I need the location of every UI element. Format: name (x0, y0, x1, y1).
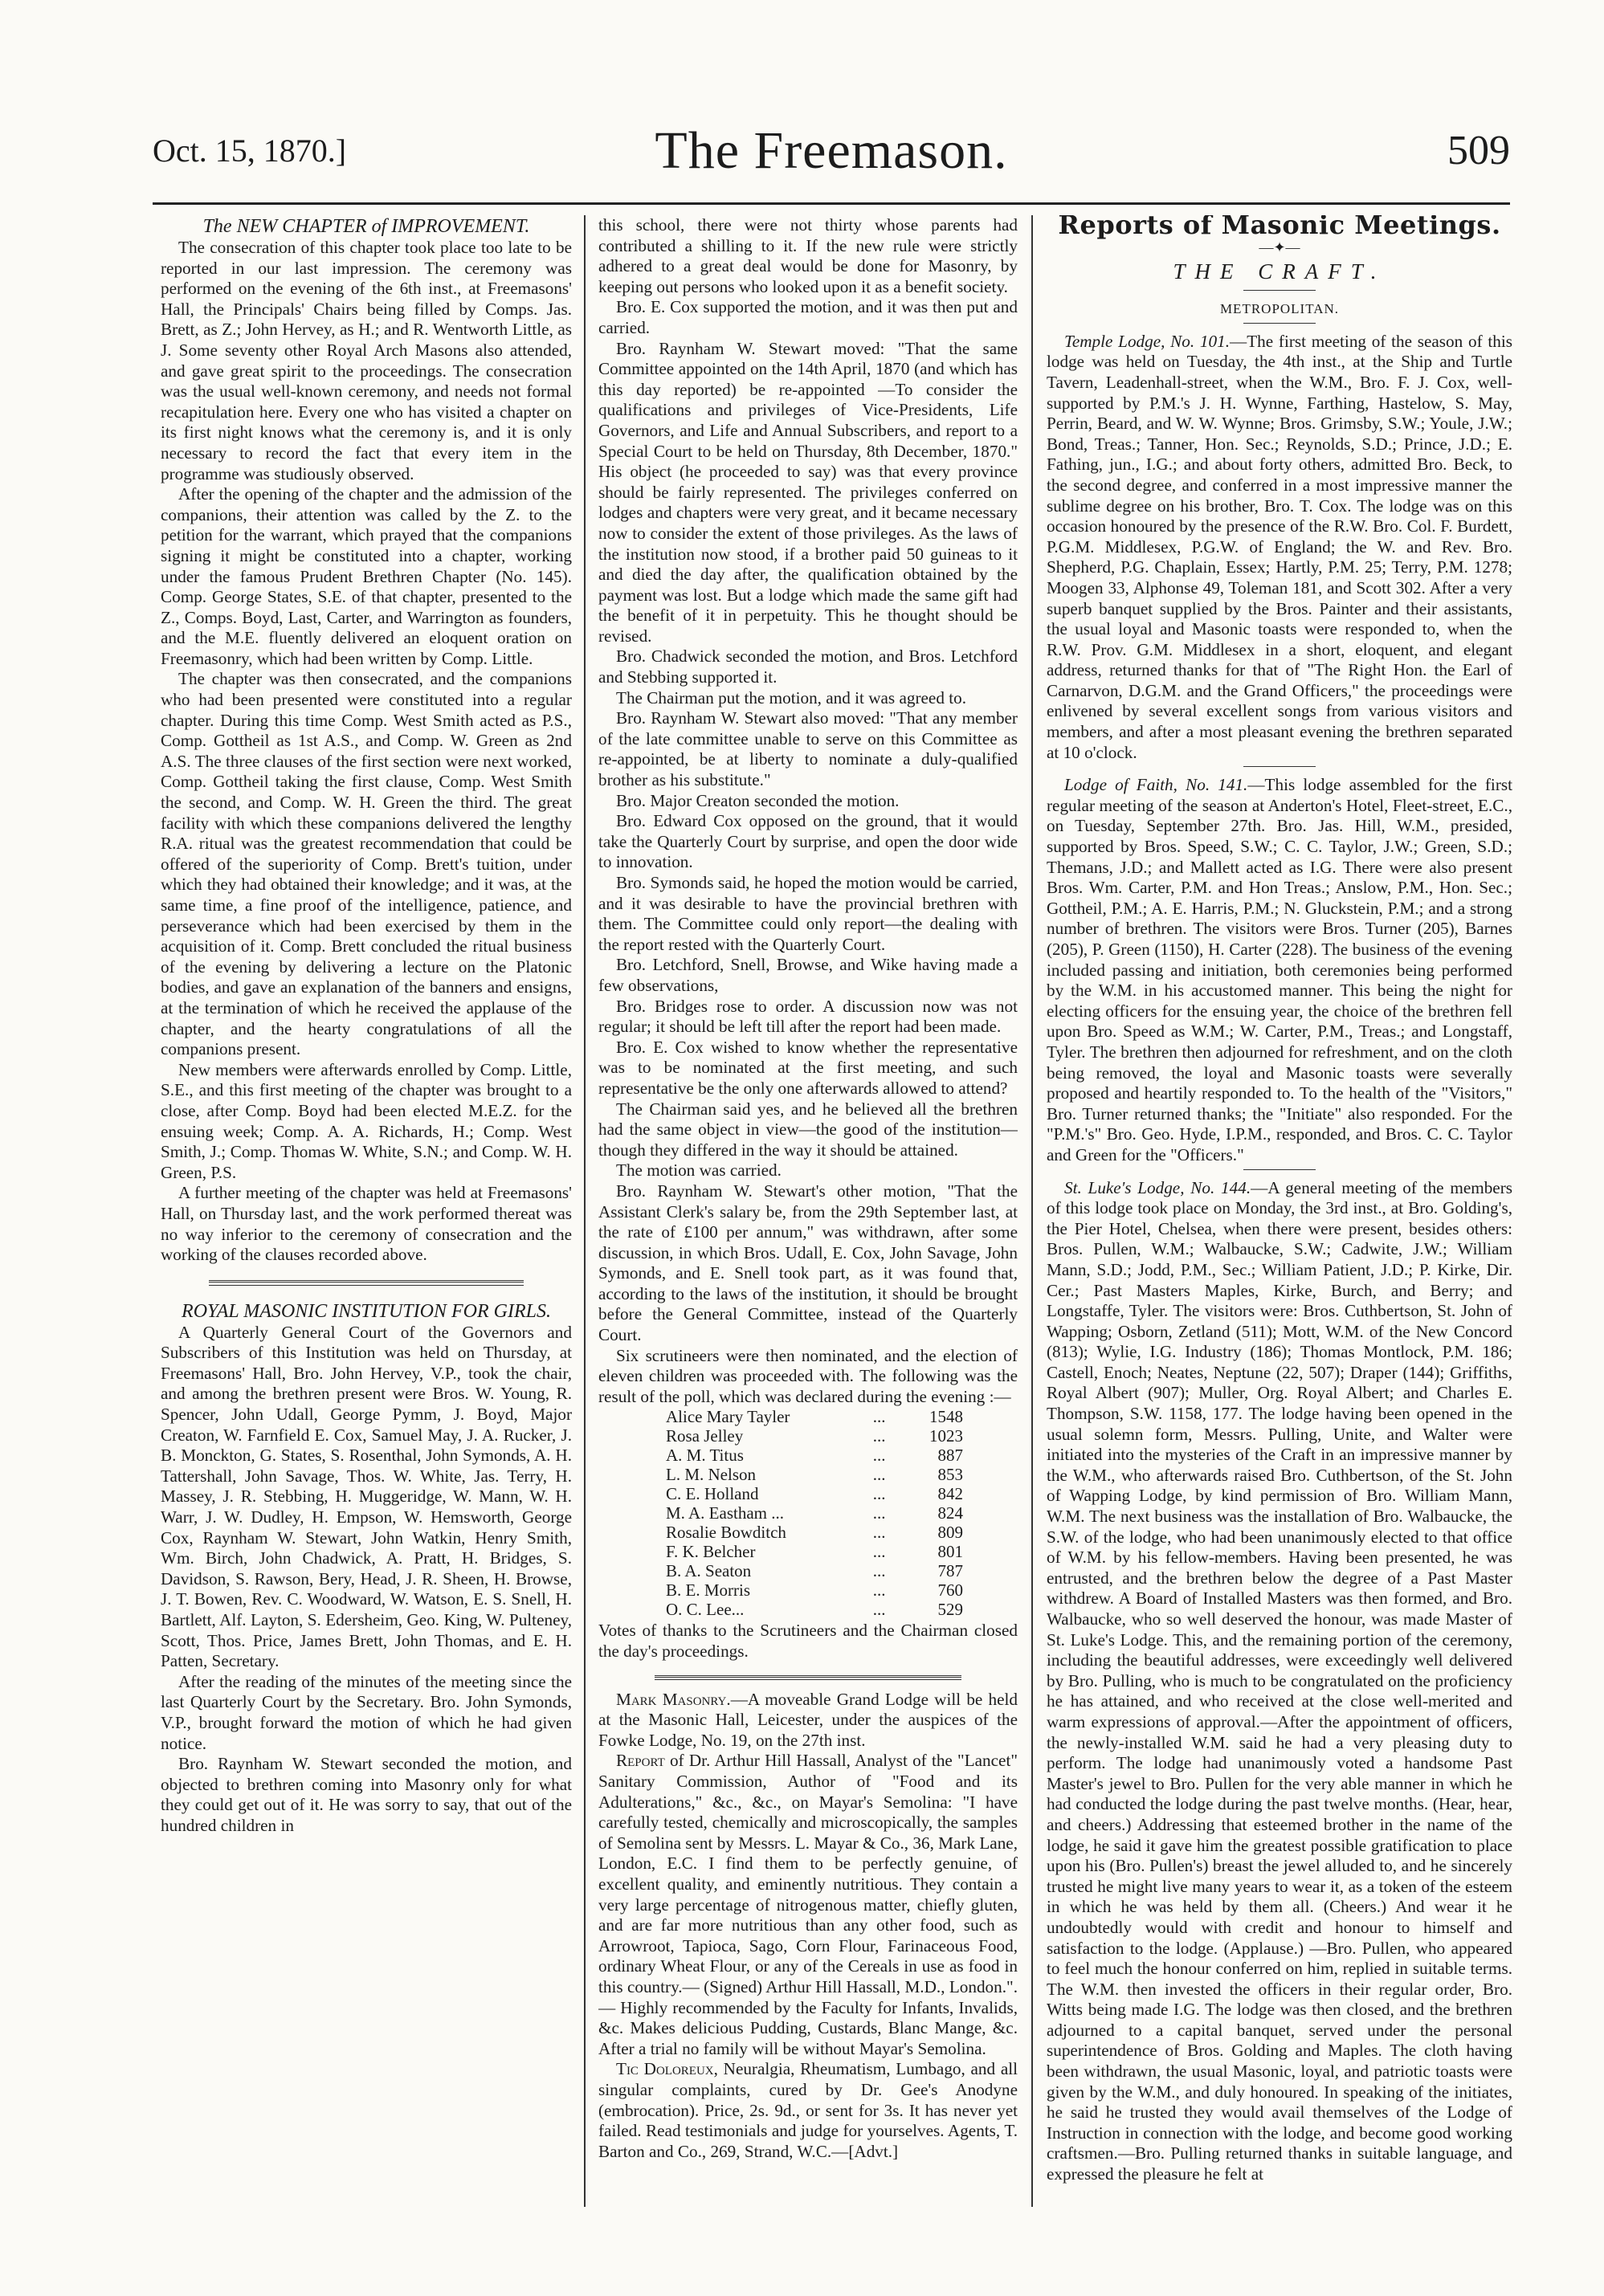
paragraph: Bro. Symonds said, he hoped the motion would be carried, and it was desirable to have the provincial brethren with them. The Committee could only report—the dealing with the report rested with the Quarterly Court. (598, 873, 1018, 954)
notice-lead: Mark Masonry. (616, 1689, 731, 1709)
table-row (598, 1465, 1018, 1484)
paragraph: Bro. Edward Cox opposed on the ground, that it would take the Quarterly Court by surprise, and open the door wide to innovation. (598, 811, 1018, 872)
paragraph: After the reading of the minutes of the meeting since the last Quarterly Court by the Secretary. Bro. John Symonds, V.P., brought forward the motion of which he had given notice. (161, 1671, 572, 1753)
table-row (598, 1542, 1018, 1561)
paragraph: The Chairman put the motion, and it was agreed to. (616, 687, 966, 708)
masthead (153, 120, 1510, 193)
vote-count: 887 (937, 1446, 963, 1466)
leader-dots: ... (872, 1561, 886, 1581)
table-row (598, 1503, 1018, 1523)
table-row (598, 1580, 1018, 1600)
vote-count: 853 (937, 1465, 963, 1485)
lodge-of-faith-report (1047, 775, 1512, 1165)
paragraph: Bro. Raynham W. Stewart seconded the motion, and objected to brethren coming into Masonry only for what they could get out of it. He was sorry to say, that out of the hundred children in (161, 1754, 572, 1835)
leader-dots: ... (872, 1503, 886, 1523)
column-divider-2 (1031, 215, 1033, 2207)
table-row (598, 1523, 1018, 1542)
column-divider-1 (584, 215, 586, 2207)
notice-text: of Dr. Arthur Hill Hassall, Analyst of the "Lancet" Sanitary Commission, Author of "Food and its Adulterations," &c., &c., on Mayar's Semolina: "I have carefully tested, chemically and microscopically, the samples of Semolina sent by Messrs. L. Mayar & Co., 36, Mark Lane, London, E.C. I find them to be perfectly genuine, of excellent quality, and eminently nutritious. They contain a very large percentage of nitrogenous matter, chiefly gluten, and are far more nutritious than any other food, such as Arrowroot, Tapioca, Sago, Corn Flour, Farinaceous Food, ordinary Wheat Flour, or any of the Cereals in use as food in this country.— (Signed) Arthur Hill Hassall, M.D., London.". — Highly recommended by the Faculty for Infants, Invalids, &c. Makes delicious Pudding, Custards, Blanc Mange, &c. After a trial no family will be without Mayar's Semolina. (598, 1751, 1018, 2058)
table-row (598, 1600, 1018, 1619)
leader-dots: ... (872, 1426, 886, 1446)
candidate-name: Rosalie Bowditch (666, 1523, 786, 1543)
paragraph: A further meeting of the chapter was held at Freemasons' Hall, on Thursday last, and the work performed thereat was no way inferior to the ceremony of consecration and the working of the clauses recorded above. (161, 1183, 572, 1265)
paragraph: New members were afterwards enrolled by Comp. Little, S.E., and this first meeting of the chapter was brought to a close, after Comp. Boyd had been elected M.E.Z. for the ensuing week; Comp. A. A. Richards, H.; Comp. West Smith, J.; Comp. Thomas W. White, S.N.; and Comp. W. H. Green, P.S. (161, 1059, 572, 1182)
leader-dots: ... (872, 1446, 886, 1466)
candidate-name: O. C. Lee... (666, 1600, 745, 1620)
column-2 (598, 215, 1018, 2207)
poll-results-table (598, 1407, 1018, 1619)
paragraph: The Chairman said yes, and he believed all the brethren had the same object in view—the good of the institution—though they differed in the way it should be attained. (598, 1099, 1018, 1160)
table-row (598, 1561, 1018, 1580)
rmig-article-title: ROYAL MASONIC INSTITUTION FOR GIRLS. (182, 1300, 551, 1322)
column-1 (161, 215, 572, 2207)
short-rule (1243, 323, 1316, 324)
vote-count: 842 (937, 1484, 963, 1504)
table-row (598, 1484, 1018, 1503)
short-rule (1243, 1169, 1316, 1170)
paragraph: Bro. E. Cox supported the motion, and it was then put and carried. (598, 297, 1018, 337)
semolina-advert (598, 1751, 1018, 2059)
notice-text: Neuralgia, Rheumatism, Lumbago, and all singular complaints, cured by Dr. Gee's Anodyne (embrocation). Price, 2s. 9d., or sent for 3s. It has never yet failed. Read testimonials and judge for yourselves. Agents, T. Barton and Co., 269, Strand, W.C.—[Advt.] (598, 2059, 1018, 2161)
leader-dots: ... (872, 1407, 886, 1427)
candidate-name: M. A. Eastham ... (666, 1503, 784, 1523)
paragraph: this school, there were not thirty whose parents had contributed a shilling to it. If the new rule were strictly adhered to a great deal would be done for Masonry, by keeping out persons who looked upon it as a benefit society. (598, 215, 1018, 296)
masthead-rule (153, 202, 1510, 205)
report-text: —This lodge assembled for the first regular meeting of the season at Anderton's Hotel, Fleet-street, E.C., on Tuesday, September 27th. Bro. Jas. Hill, W.M., presided, supported by Bros. Speed, S.W.; C. C. Taylor, J.W.; Green, S.D.; Themans, J.D.; and Mallett acted as I.G. There were also present Bros. Wm. Carter, P.M. and Hon Treas.; Anslow, P.M., Hon. Sec.; Gottheil, P.M.; A. E. Harris, P.M.; N. Gluckstein, P.M.; and a strong number of brethren. The visitors were Bros. Turner (205), Barnes (205), P. Green (1150), H. Carter (228). The business of the evening included passing and initiation, both ceremonies being performed by the W.M. in his accustomed manner. This being the night for electing officers for the ensuing year, the choice of the brethren fell upon Bro. Speed as W.M.; W. Carter, P.M., Treas.; and Longstaff, Tyler. The brethren then adjourned for refreshment, and on the cloth being removed, the loyal and Masonic toasts were severally proposed and heartily responded to. To the health of the "Visitors," Bro. Turner returned thanks; the "Initiate" also responded. For the "P.M.'s" Bro. Geo. Hyde, I.P.M., responded, and Bros. C. C. Taylor and Green for the "Officers." (1047, 775, 1512, 1164)
paragraph: Bro. Bridges rose to order. A discussion now was not regular; it should be left till after the report had been made. (598, 996, 1018, 1037)
paragraph: The motion was carried. (616, 1160, 782, 1181)
paragraph: Bro. Letchford, Snell, Browse, and Wike having made a few observations, (598, 955, 1018, 995)
notice-lead: Tic Doloreux, (616, 2059, 718, 2079)
ornament-divider: —✦— (1259, 239, 1300, 255)
column-3 (1047, 215, 1512, 2207)
paragraph: Six scrutineers were then nominated, and the election of eleven children was proceeded with. The following was the result of the poll, which was declared during the evening :— (598, 1345, 1018, 1406)
paragraph: Bro. E. Cox wished to know whether the representative was to be nominated at the first meeting, and such representative be the only one afterwards allowed to attend? (598, 1037, 1018, 1098)
vote-count: 787 (937, 1561, 963, 1581)
paragraph: Bro. Chadwick seconded the motion, and Bros. Letchford and Stebbing supported it. (598, 646, 1018, 687)
leader-dots: ... (872, 1580, 886, 1601)
issue-date: Oct. 15, 1870.] (153, 133, 347, 169)
vote-count: 529 (937, 1600, 963, 1620)
leader-dots: ... (872, 1600, 886, 1620)
candidate-name: Alice Mary Tayler (666, 1407, 790, 1427)
section-divider (655, 1675, 961, 1680)
report-lead: Temple Lodge, No. 101. (1064, 331, 1231, 351)
short-rule (1243, 290, 1316, 291)
section-divider (209, 1280, 524, 1286)
paragraph: A Quarterly General Court of the Governors and Subscribers of this Institution was held on Thursday, at Freemasons' Hall, Bro. John Hervey, V.P., took the chair, and among the brethren present were Bros. W. Young, R. Spencer, John Udall, George Pymm, J. Boyd, Major Creaton, W. Farnfield E. Cox, Samuel May, J. A. Rucker, J. B. Monckton, G. States, S. Rosenthal, John Symonds, A. H. Tattershall, John Savage, Thos. W. White, Jas. Terry, H. Massey, J. R. Stebbing, H. Muggeridge, W. Mann, W. H. Warr, J. W. Dudley, H. Empson, W. Hemsworth, George Cox, Raynham W. Stewart, John Watkin, Henry Smith, Wm. Birch, John Chadwick, A. Pratt, H. Bridges, S. Davidson, S. Rawson, Bery, Head, J. R. Sheen, H. Browse, J. T. Bowen, Rev. C. Woodward, W. Watson, E. S. Snell, H. Bartlett, Alf. Layton, S. Edersheim, Geo. King, W. Pulteney, Scott, Thos. Price, James Brett, John Thomas, and E. H. Patten, Secretary. (161, 1322, 572, 1671)
report-lead: Lodge of Faith, No. 141. (1064, 775, 1248, 795)
candidate-name: L. M. Nelson (666, 1465, 756, 1485)
metropolitan-heading: METROPOLITAN. (1219, 301, 1340, 317)
vote-count: 760 (937, 1580, 963, 1601)
leader-dots: ... (872, 1484, 886, 1504)
notice-lead: Report (616, 1751, 665, 1771)
candidate-name: B. A. Seaton (666, 1561, 752, 1581)
vote-count: 801 (937, 1542, 963, 1562)
paragraph: Bro. Raynham W. Stewart's other motion, "That the Assistant Clerk's salary be, from the 29th September last, at the rate of £100 per annum," was withdrawn, after some discussion, in which Bros. Udall, E. Cox, John Savage, John Symonds, and E. Snell took part, as it was found that, according to the laws of the institution, it should be brought before the General Committee, instead of the Quarterly Court. (598, 1181, 1018, 1345)
report-lead: St. Luke's Lodge, No. 144. (1064, 1177, 1251, 1197)
paragraph: The consecration of this chapter took place too late to be reported in our last impression. The ceremony was performed on the evening of the 6th inst., at Freemasons' Hall, the Principals' Chairs being filled by Comps. Jas. Brett, as Z.; John Hervey, as H.; and R. Wentworth Little, as J. Some seventy other Royal Arch Masons also attended, and gave great spirit to the proceedings. The consecration was the usual well-known ceremony, and needs not formal recapitulation here. Every one who has visited a chapter on its first night knows what the ceremony is, and it is only necessary to record the fact that every item in the programme was studiously observed. (161, 238, 572, 483)
table-row (598, 1446, 1018, 1465)
paragraph: The chapter was then consecrated, and the companions who had been presented were constituted into a regular chapter. During this time Comp. West Smith acted as P.S., Comp. Gottheil as 1st A.S., and Comp. W. Green as 2nd A.S. The three clauses of the first section were next worked, Comp. Gottheil taking the first clause, Comp. West Smith the second, and Comp. W. H. Green the third. The great facility with which these companions delivered the lengthy R.A. ritual was the greatest recommendation that could be offered of the superiority of Comp. Brett's tuition, under which they had obtained their knowledge; and it was, at the same time, a fine proof of the intelligence, patience, and perseverance which had been exercised by them in the acquisition of it. Comp. Brett concluded the ritual business of the evening by delivering a lecture on the Platonic bodies, and gave an explanation of the banners and ensigns, at the termination of which he received the applause of the chapter, and the hearty congratulations of all the companions present. (161, 669, 572, 1059)
craft-heading: THE CRAFT. (1173, 259, 1386, 283)
vote-count: 824 (937, 1503, 963, 1523)
vote-count: 1023 (929, 1426, 963, 1446)
paragraph: Votes of thanks to the Scrutineers and the Chairman closed the day's proceedings. (598, 1621, 1018, 1662)
chapter-article-title: The NEW CHAPTER of IMPROVEMENT. (202, 216, 530, 237)
paragraph: Bro. Raynham W. Stewart also moved: "That any member of the late committee unable to serve on this Committee as re-appointed, be at liberty to nominate a duly-qualified brother as his substitute." (598, 708, 1018, 790)
notice-text: —A moveable Grand Lodge will be held at the Masonic Hall, Leicester, under the auspices of the Fowke Lodge, No. 19, on the 27th inst. (598, 1689, 1018, 1750)
section-heading: Reports of Masonic Meetings. (1058, 215, 1501, 240)
candidate-name: Rosa Jelley (666, 1426, 744, 1446)
st-lukes-lodge-report (1047, 1178, 1512, 2185)
candidate-name: C. E. Holland (666, 1484, 759, 1504)
paragraph: Bro. Major Creaton seconded the motion. (616, 790, 900, 810)
candidate-name: B. E. Morris (666, 1580, 750, 1601)
mark-masonry-notice (598, 1690, 1018, 1752)
leader-dots: ... (872, 1542, 886, 1562)
leader-dots: ... (872, 1465, 886, 1485)
report-text: —A general meeting of the members of this lodge took place on Monday, the 3rd inst., at Bro. Golding's, the Pier Hotel, Chelsea, when there were present, besides others: Bros. Pullen, W.M.; Walbaucke, S.W.; Cadwite, J.W.; William Mann, S.D.; Jodd, P.M., Sec.; William Patient, J.D.; P. Kirke, Dir. Cer.; Past Masters Maples, Kirke, Burch, and Berry; and Longstaffe, Tyler. The visitors were: Bros. Cuthbertson, St. John of Wapping; Osborn, Zetland (511); Mott, W.M. of the New Concord (813); Wylie, I.G. Industry (186); Thomas Montlock, P.M. 186; Castell, Enoch; Neates, Neptune (22, 507); Draper (144); Griffiths, Royal Albert (907); Muller, Org. Royal Albert; and Charles E. Thompson, S.W. 1158, 177. The lodge having been opened in the usual solemn form, Messrs. Pulling, Unite, and Walter were initiated into the mysteries of the Craft in an impressive manner by the W.M., who afterwards raised Bro. Cuthbertson, of the St. John of Wapping Lodge, by kind permission of Bro. William Mann, W.M. The next business was the installation of Bro. Walbaucke, the S.W. of the lodge, who had been unanimously elected to that office of W.M. by his fellow-members. Having been presented, he was entrusted, and the brethren below the degree of a Past Master withdrew. A Board of Installed Masters was then formed, and Bro. Walbaucke, who so well deserved the honour, was made Master of St. Luke's Lodge. This, and the remaining portion of the ceremony, including the beautiful addresses, were exceedingly well delivered by Bro. Pulling, who is much to be congratulated on the proficiency he has attained, and who received at the close well-merited and warm expressions of approval.—After the appointment of officers, the newly-installed W.M. said he had a very pleasing duty to perform. The lodge had unanimously voted a handsome Past Master's jewel to Bro. Pullen for the very able manner in which he had conducted the lodge during the past twelve months. (Hear, hear, and cheers.) Addressing that esteemed brother in the name of the lodge, he said it gave him the greatest possible gratification to place upon his (Bro. Pullen's) breast the jewel alluded to, and he sincerely trusted he might live many years to wear it, as a token of the esteem in which he was held by them all. (Cheers.) And wear it he undoubtedly would with credit and honour to himself and satisfaction to the lodge. (Applause.) —Bro. Pullen, who appeared to feel much the honour conferred on him, replied in suitable terms. The W.M. then invested the officers in their regular order, Bro. Witts being made I.G. The lodge was then closed, and the brethren adjourned to a capital banquet, served under the personal superintendence of Bros. Golding and Maples. The cloth having been withdrawn, the usual Masonic, loyal, and patriotic toasts were given by the W.M., and duly honoured. In speaking of the initiates, he said he trusted they would avail themselves of the Lodge of Instruction in connection with the lodge, and become good working craftsmen.—Bro. Pulling returned thanks in suitable language, and expressed the pleasure he felt at (1047, 1177, 1512, 2184)
vote-count: 1548 (929, 1407, 963, 1427)
table-row (598, 1407, 1018, 1426)
report-text: —The first meeting of the season of this lodge was held on Tuesday, the 4th inst., at the Ship and Turtle Tavern, Leadenhall-street, when the W.M., Bro. F. J. Cox, well-supported by P.M.'s J. H. Wynne, Farthing, Hastelow, S. May, Perrin, Beard, and W. W. Wynne; Bros. Grimsby, S.W.; Youle, J.W.; Bond, Treas.; Tanner, Hon. Sec.; Reynolds, S.D.; Prince, J.D.; E. Fathing, jun., I.G.; and about forty others, admitted Bro. Beck, to the second degree, and conferred in a most impressive manner the sublime degree on his brother, Bro. T. Cox. The lodge was on this occasion honoured by the presence of the R.W. Bro. Col. F. Burdett, P.G.M. Middlesex, P.G.W. of England; the W. and Rev. Bro. Shepherd, P.G. Chaplain, Essex; Hartly, P.M. 25; Terry, P.M. 1278; Moogen 33, Alphonse 49, Toleman 181, and Scott 302. After a very superb banquet supplied by the Bros. Painter and their assistants, the usual loyal and Masonic toasts were responded to, when the R.W. Prov. G.M. Middlesex in a short, eloquent, and elegant address, returned thanks for that of "The Right Hon. the Earl of Carnarvon, D.G.M. and the Grand Officers," the proceedings were enlivened by several excellent songs from various visitors and members, and after a most pleasant evening the brethren separated at 10 o'clock. (1047, 331, 1512, 762)
page-number: 509 (1447, 128, 1510, 173)
paragraph: After the opening of the chapter and the admission of the companions, their attention was called by the Z. to the petition for the warrant, which prayed that the companions signing it might be constituted into a chapter, working under the famous Prudent Brethren Chapter (No. 145). Comp. George States, S.E. of that chapter, presented to the Z., Comps. Boyd, Last, Carter, and Warrington as founders, and the M.E. fluently delivered an eloquent oration on Freemasonry, which had been written by Comp. Little. (161, 484, 572, 668)
paragraph: Bro. Raynham W. Stewart moved: "That the same Committee appointed on the 14th April, 1870 (and which has this day reported) be re-appointed —To consider the qualifications and privileges of Vice-Presidents, Life Governors, and Life and Annual Subscribers, and report to a Special Court to be held on Thursday, 8th December, 1870." His object (he proceeded to say) was that every province should be fairly represented. The privileges conferred on lodges and chapters were very great, and it became necessary now to consider the extent of those privileges. As the laws of the institution now stood, if a brother paid 50 guineas to it and died the day after, the qualification obtained by the payment was lost. But a lodge which made the same gift had the benefit of it in perpetuity. This he thought should be revised. (598, 338, 1018, 646)
temple-lodge-report (1047, 332, 1512, 763)
tic-doloreux-advert (598, 2059, 1018, 2162)
newspaper-title: The Freemason. (655, 121, 1008, 180)
candidate-name: A. M. Titus (666, 1446, 744, 1466)
vote-count: 809 (937, 1523, 963, 1543)
short-rule (1243, 766, 1316, 767)
leader-dots: ... (872, 1523, 886, 1543)
candidate-name: F. K. Belcher (666, 1542, 756, 1562)
table-row (598, 1426, 1018, 1446)
